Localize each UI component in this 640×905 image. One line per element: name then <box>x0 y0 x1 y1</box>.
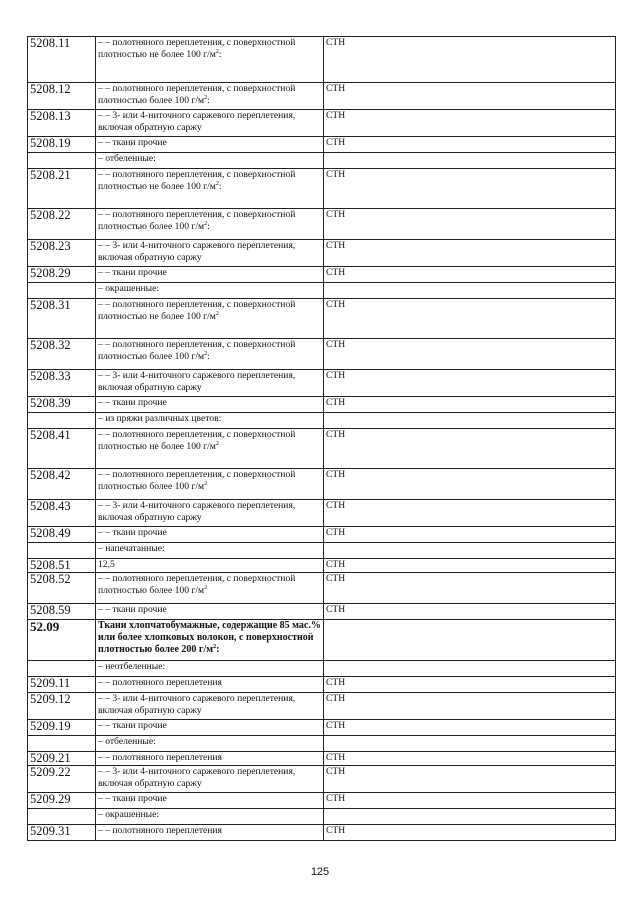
unit-cell <box>324 661 616 677</box>
description-cell <box>96 543 324 559</box>
code-cell: 52.09 <box>28 620 96 661</box>
description-text: – окрашенные: <box>98 283 159 294</box>
description-tail: : <box>216 644 220 655</box>
table-row <box>28 209 616 240</box>
description-cell <box>96 370 324 397</box>
description-text: – – полотняного переплетения, с поверхностной плотностью не более 100 г/м <box>98 429 296 452</box>
description-cell <box>96 397 324 413</box>
code-cell: 5208.21 <box>28 169 96 209</box>
unit-cell: СТН <box>324 766 616 793</box>
code-cell: 5208.43 <box>28 500 96 527</box>
description-cell <box>96 720 324 736</box>
description-text: – окрашенные: <box>98 809 159 820</box>
code-cell <box>28 153 96 169</box>
code-cell: 5208.39 <box>28 397 96 413</box>
description-tail: : <box>218 180 222 192</box>
table-row <box>28 469 616 500</box>
description-text: – – полотняного переплетения, с поверхностной плотностью более 100 г/м <box>98 339 296 362</box>
unit-cell: СТН <box>324 429 616 469</box>
description-tail: : <box>207 220 210 232</box>
description-cell <box>96 137 324 153</box>
heading-row <box>28 620 616 661</box>
description-text: – отбеленные: <box>98 153 156 164</box>
table-row <box>28 397 616 413</box>
description-cell <box>96 677 324 693</box>
unit-cell <box>324 543 616 559</box>
table-row <box>28 559 616 573</box>
unit-cell: СТН <box>324 527 616 543</box>
description-cell <box>96 209 324 240</box>
description-text: – – ткани прочие <box>98 397 167 408</box>
unit-cell: СТН <box>324 825 616 841</box>
code-cell: 5209.11 <box>28 677 96 693</box>
table-row <box>28 267 616 283</box>
description-cell <box>96 693 324 720</box>
description-text: – – ткани прочие <box>98 267 167 278</box>
unit-cell: СТН <box>324 370 616 397</box>
description-text: – – 3- или 4-ниточного саржевого переплетения, включая обратную саржу <box>98 240 296 263</box>
table-row <box>28 527 616 543</box>
code-cell <box>28 809 96 825</box>
unit-cell <box>324 620 616 661</box>
description-text: – – полотняного переплетения <box>98 752 222 763</box>
unit-cell: СТН <box>324 169 616 209</box>
code-cell: 5208.33 <box>28 370 96 397</box>
description-text: – – полотняного переплетения, с поверхностной плотностью более 100 г/м <box>98 209 296 232</box>
unit-cell: СТН <box>324 793 616 809</box>
description-text: – – 3- или 4-ниточного саржевого переплетения, включая обратную саржу <box>98 370 296 393</box>
unit-cell: СТН <box>324 469 616 500</box>
table-row <box>28 693 616 720</box>
description-tail: : <box>218 48 222 60</box>
description-cell <box>96 339 324 370</box>
description-text: – отбеленные: <box>98 736 156 747</box>
unit-cell <box>324 153 616 169</box>
description-cell <box>96 240 324 267</box>
description-text: – – полотняного переплетения, с поверхностной плотностью более 100 г/м <box>98 469 296 492</box>
subheading-row <box>28 283 616 299</box>
description-cell <box>96 283 324 299</box>
subheading-row <box>28 153 616 169</box>
description-text: – напечатанные: <box>98 543 165 554</box>
table-row <box>28 339 616 370</box>
tariff-table-body <box>28 37 616 841</box>
description-text: – – полотняного переплетения <box>98 825 222 836</box>
description-cell <box>96 559 324 573</box>
unit-cell: СТН <box>324 299 616 339</box>
subheading-row <box>28 413 616 429</box>
unit-cell: СТН <box>324 720 616 736</box>
description-tail: : <box>207 94 210 106</box>
unit-cell: СТН <box>324 339 616 370</box>
superscript: 2 <box>215 180 219 187</box>
unit-cell <box>324 413 616 429</box>
unit-cell: СТН <box>324 83 616 110</box>
code-cell: 5208.23 <box>28 240 96 267</box>
description-cell <box>96 169 324 209</box>
description-cell <box>96 527 324 543</box>
superscript: 2 <box>215 310 219 317</box>
description-cell <box>96 809 324 825</box>
unit-cell: СТН <box>324 752 616 766</box>
table-row <box>28 240 616 267</box>
description-cell <box>96 413 324 429</box>
description-cell <box>96 299 324 339</box>
unit-cell <box>324 283 616 299</box>
description-text: – – полотняного переплетения, с поверхностной плотностью не более 100 г/м <box>98 169 296 192</box>
superscript: 2 <box>204 350 208 357</box>
superscript: 2 <box>204 220 208 227</box>
superscript: 2 <box>213 644 217 650</box>
description-text: – – 3- или 4-ниточного саржевого переплетения, включая обратную саржу <box>98 766 296 789</box>
code-cell: 5208.59 <box>28 604 96 620</box>
unit-cell: СТН <box>324 693 616 720</box>
table-row <box>28 793 616 809</box>
description-cell <box>96 661 324 677</box>
table-row <box>28 299 616 339</box>
unit-cell: СТН <box>324 267 616 283</box>
unit-cell: СТН <box>324 604 616 620</box>
description-cell <box>96 37 324 83</box>
superscript: 2 <box>204 584 208 591</box>
description-text: – – полотняного переплетения, с поверхностной плотностью не более 100 г/м <box>98 299 296 322</box>
description-cell <box>96 766 324 793</box>
table-row <box>28 825 616 841</box>
table-row <box>28 37 616 83</box>
superscript: 2 <box>204 480 208 487</box>
description-cell <box>96 573 324 604</box>
unit-cell: СТН <box>324 677 616 693</box>
description-cell <box>96 620 324 661</box>
code-cell: 5209.31 <box>28 825 96 841</box>
table-row <box>28 677 616 693</box>
description-cell <box>96 500 324 527</box>
description-text: – – полотняного переплетения, с поверхностной плотностью не более 100 г/м <box>98 37 296 60</box>
subheading-row <box>28 543 616 559</box>
tariff-table <box>27 36 616 841</box>
description-cell <box>96 825 324 841</box>
description-text: – – ткани прочие <box>98 527 167 538</box>
description-text: 12,5 <box>98 559 115 570</box>
code-cell: 5208.13 <box>28 110 96 137</box>
code-cell <box>28 413 96 429</box>
code-cell: 5209.22 <box>28 766 96 793</box>
description-text: – – полотняного переплетения <box>98 677 222 688</box>
table-row <box>28 766 616 793</box>
description-cell <box>96 110 324 137</box>
table-row <box>28 752 616 766</box>
description-text: Ткани хлопчатобумажные, содержащие 85 мас.% или более хлопковых волокон, с поверхностной плотностью более 200 г/м <box>98 620 321 655</box>
unit-cell: СТН <box>324 397 616 413</box>
table-row <box>28 83 616 110</box>
table-row <box>28 573 616 604</box>
description-text: – – 3- или 4-ниточного саржевого переплетения, включая обратную саржу <box>98 500 296 523</box>
description-text: – – ткани прочие <box>98 720 167 731</box>
description-text: – – ткани прочие <box>98 793 167 804</box>
code-cell <box>28 661 96 677</box>
table-row <box>28 500 616 527</box>
unit-cell: СТН <box>324 559 616 573</box>
description-text: – – полотняного переплетения, с поверхностной плотностью более 100 г/м <box>98 573 296 596</box>
code-cell: 5208.12 <box>28 83 96 110</box>
description-text: – – полотняного переплетения, с поверхностной плотностью более 100 г/м <box>98 83 296 106</box>
unit-cell: СТН <box>324 137 616 153</box>
unit-cell <box>324 736 616 752</box>
code-cell: 5208.11 <box>28 37 96 83</box>
code-cell: 5208.32 <box>28 339 96 370</box>
description-cell <box>96 793 324 809</box>
description-cell <box>96 267 324 283</box>
description-cell <box>96 153 324 169</box>
code-cell: 5208.41 <box>28 429 96 469</box>
superscript: 2 <box>215 440 219 447</box>
table-row <box>28 604 616 620</box>
code-cell: 5208.42 <box>28 469 96 500</box>
description-cell <box>96 469 324 500</box>
code-cell: 5208.51 <box>28 559 96 573</box>
superscript: 2 <box>215 48 219 55</box>
description-tail: : <box>207 350 210 362</box>
code-cell: 5208.31 <box>28 299 96 339</box>
unit-cell: СТН <box>324 240 616 267</box>
description-text: – – 3- или 4-ниточного саржевого переплетения, включая обратную саржу <box>98 110 296 133</box>
unit-cell: СТН <box>324 500 616 527</box>
description-cell <box>96 83 324 110</box>
description-text: – – 3- или 4-ниточного саржевого переплетения, включая обратную саржу <box>98 693 296 716</box>
description-cell <box>96 429 324 469</box>
table-row <box>28 370 616 397</box>
table-row <box>28 137 616 153</box>
unit-cell: СТН <box>324 209 616 240</box>
code-cell: 5209.21 <box>28 752 96 766</box>
subheading-row <box>28 736 616 752</box>
unit-cell: СТН <box>324 110 616 137</box>
unit-cell: СТН <box>324 573 616 604</box>
superscript: 2 <box>204 94 208 101</box>
code-cell <box>28 283 96 299</box>
code-cell: 5209.12 <box>28 693 96 720</box>
description-text: – – ткани прочие <box>98 137 167 148</box>
code-cell: 5209.19 <box>28 720 96 736</box>
subheading-row <box>28 809 616 825</box>
code-cell: 5208.29 <box>28 267 96 283</box>
table-row <box>28 110 616 137</box>
page-number: 125 <box>310 866 330 878</box>
code-cell: 5209.29 <box>28 793 96 809</box>
code-cell <box>28 736 96 752</box>
unit-cell <box>324 809 616 825</box>
description-cell <box>96 752 324 766</box>
table-row <box>28 720 616 736</box>
description-cell <box>96 736 324 752</box>
code-cell: 5208.52 <box>28 573 96 604</box>
code-cell: 5208.22 <box>28 209 96 240</box>
code-cell: 5208.49 <box>28 527 96 543</box>
description-text: – из пряжи различных цветов: <box>98 413 222 424</box>
table-row <box>28 429 616 469</box>
code-cell: 5208.19 <box>28 137 96 153</box>
unit-cell: СТН <box>324 37 616 83</box>
description-text: – неотбеленные: <box>98 661 166 672</box>
subheading-row <box>28 661 616 677</box>
description-cell <box>96 604 324 620</box>
code-cell <box>28 543 96 559</box>
table-row <box>28 169 616 209</box>
description-text: – – ткани прочие <box>98 604 167 615</box>
